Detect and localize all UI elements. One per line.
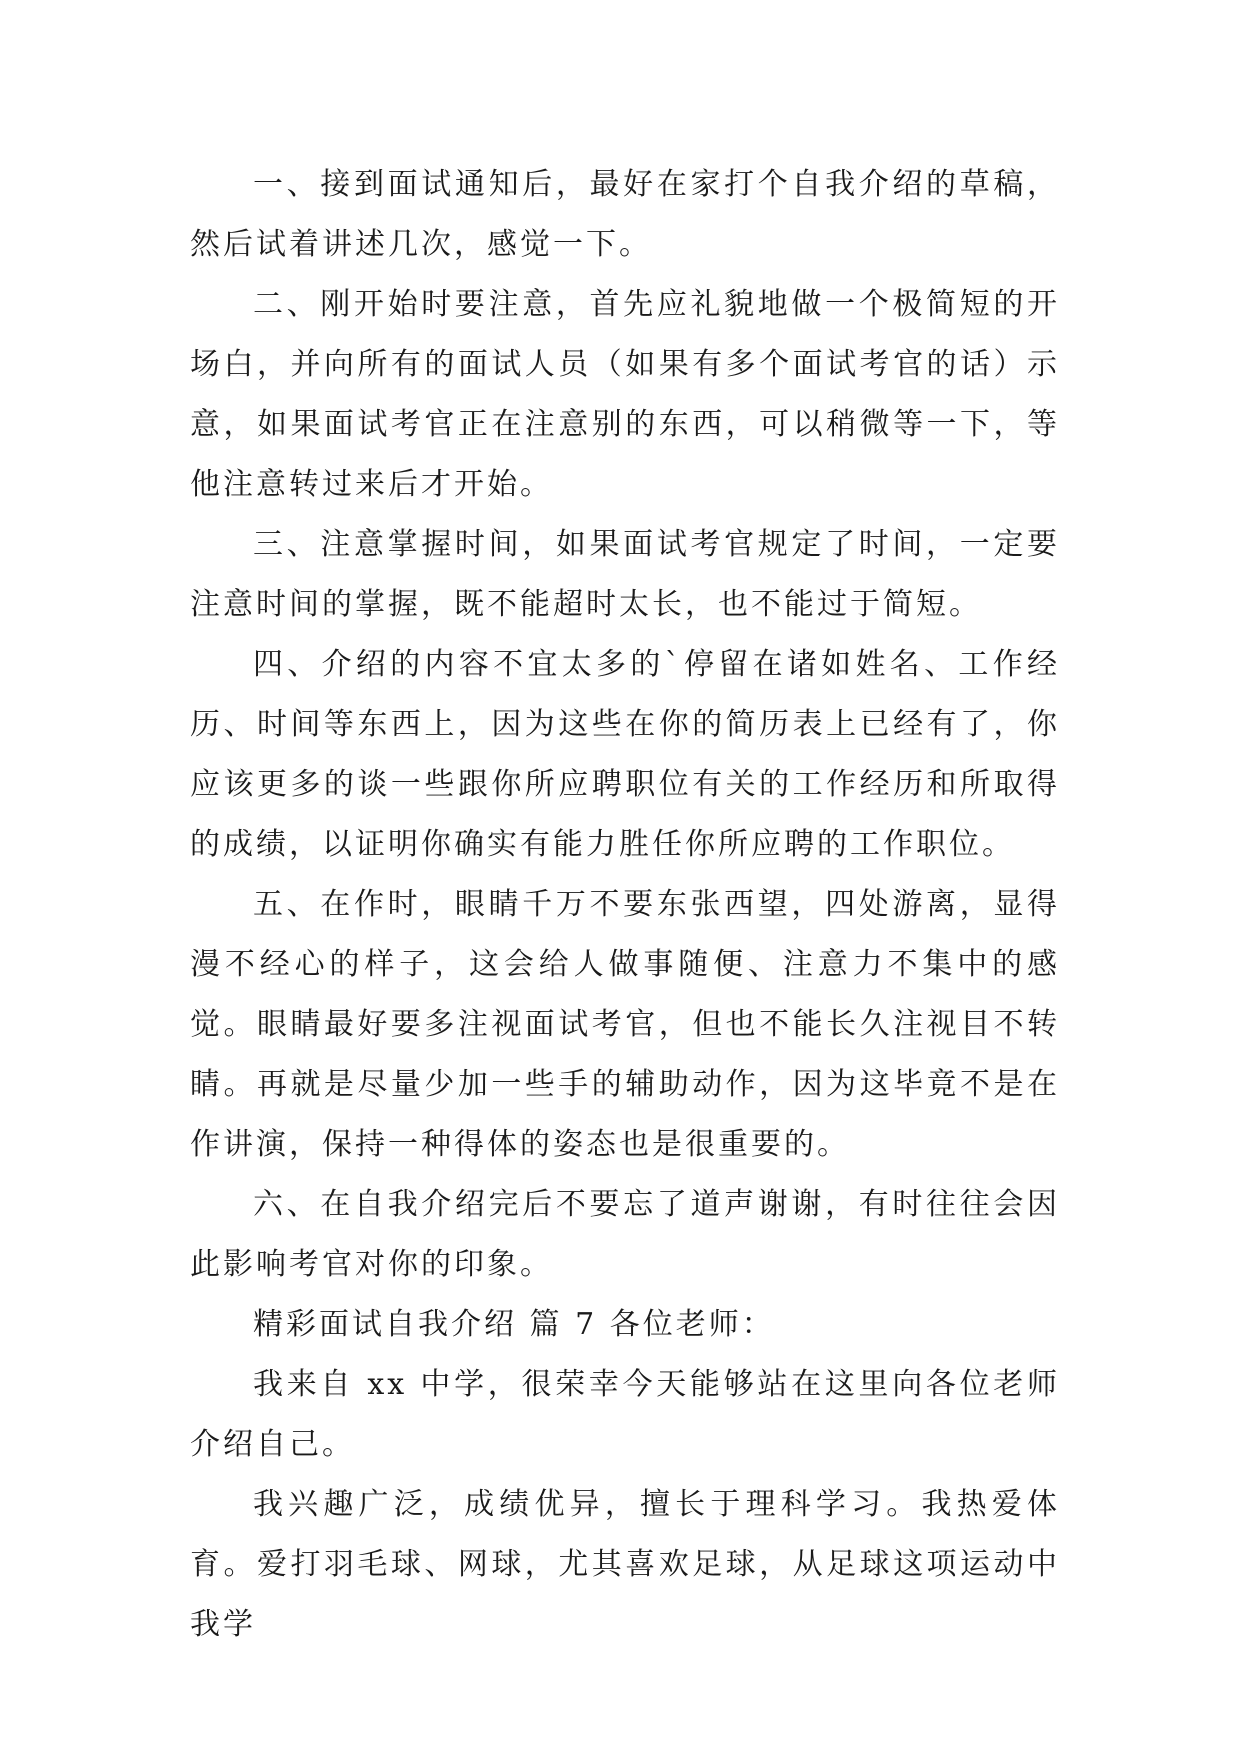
paragraph-1: 一、接到面试通知后，最好在家打个自我介绍的草稿，然后试着讲述几次，感觉一下。	[190, 167, 1060, 262]
paragraph-6: 六、在自我介绍完后不要忘了道声谢谢，有时往往会因此影响考官对你的印象。	[190, 1187, 1060, 1282]
paragraph-8: 我来自 xx 中学，很荣幸今天能够站在这里向各位老师介绍自己。	[190, 1367, 1060, 1462]
paragraph-2: 二、刚开始时要注意，首先应礼貌地做一个极简短的开场白，并向所有的面试人员（如果有多个面试考官的话）示意，如果面试考官正在注意别的东西，可以稍微等一下，等他注意转过来后才开始。	[190, 287, 1060, 502]
paragraph-5: 五、在作时，眼睛千万不要东张西望，四处游离，显得漫不经心的样子，这会给人做事随便、注意力不集中的感觉。眼睛最好要多注视面试考官，但也不能长久注视目不转睛。再就是尽量少加一些手的辅助动作，因为这毕竟不是在作讲演，保持一种得体的姿态也是很重要的。	[190, 887, 1060, 1162]
section-heading: 精彩面试自我介绍 篇 7 各位老师：	[253, 1307, 775, 1342]
paragraph-9: 我兴趣广泛，成绩优异，擅长于理科学习。我热爱体育。爱打羽毛球、网球，尤其喜欢足球，从足球这项运动中我学	[190, 1487, 1060, 1642]
paragraph-4: 四、介绍的内容不宜太多的`停留在诸如姓名、工作经历、时间等东西上，因为这些在你的简历表上已经有了，你应该更多的谈一些跟你所应聘职位有关的工作经历和所取得的成绩，以证明你确实有能力胜任你所应聘的工作职位。	[190, 647, 1060, 862]
paragraph-3: 三、注意掌握时间，如果面试考官规定了时间，一定要注意时间的掌握，既不能超时太长，也不能过于简短。	[190, 527, 1060, 622]
document-body	[190, 155, 1060, 1655]
